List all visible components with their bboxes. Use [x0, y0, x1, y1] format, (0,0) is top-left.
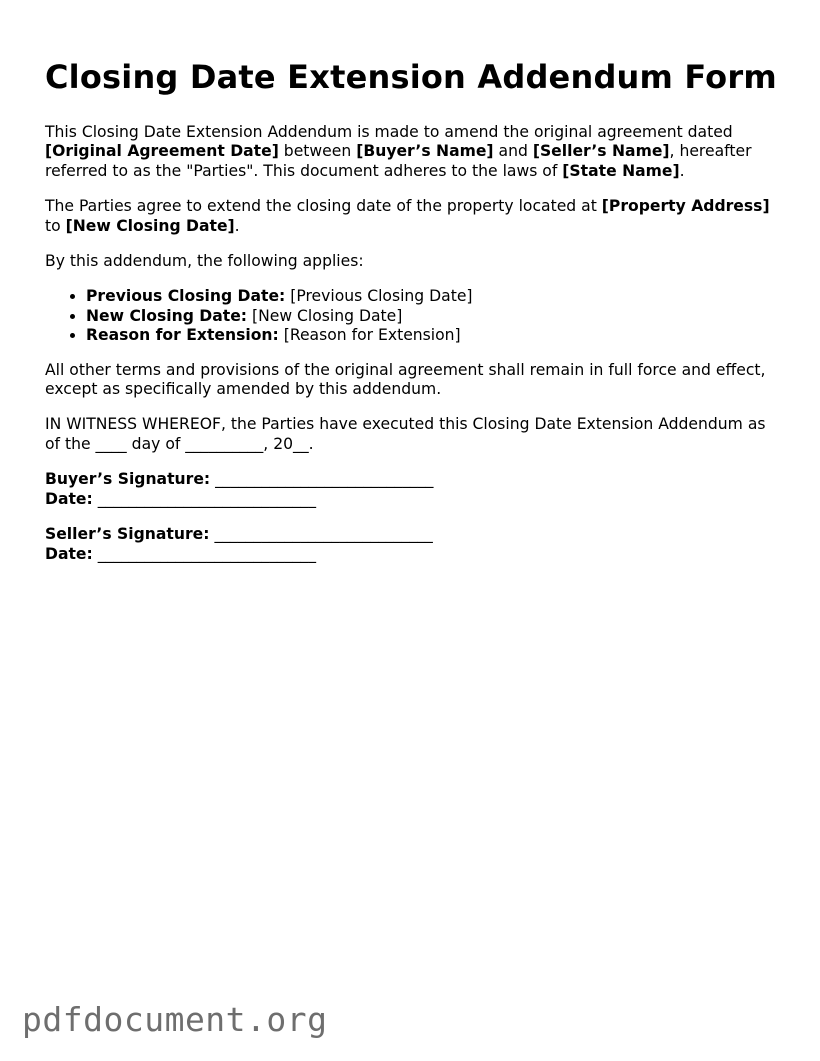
- seller-signature-field: ____________________________: [209, 525, 433, 544]
- state-name-placeholder: [State Name]: [562, 161, 680, 180]
- intro-text-1: This Closing Date Extension Addendum is made to amend the original agreement dated: [45, 123, 733, 141]
- buyer-name-placeholder: [Buyer’s Name]: [356, 142, 494, 161]
- intro-text-3: and: [493, 142, 533, 161]
- intro-text-2: between: [278, 142, 357, 161]
- list-item-reason-for-extension: [86, 326, 785, 345]
- buyer-signature-field: ____________________________: [210, 470, 434, 489]
- buyer-signature-label: Buyer’s Signature:: [45, 470, 211, 489]
- list-item-new-closing-date: [86, 307, 785, 326]
- seller-signature-line: [45, 525, 785, 544]
- seller-date-label: Date:: [45, 544, 93, 563]
- buyer-signature-block: [45, 470, 785, 509]
- extension-paragraph: [45, 197, 785, 236]
- document-page: [45, 58, 785, 580]
- page-title: Closing Date Extension Addendum Form: [45, 58, 777, 96]
- original-agreement-date-placeholder: [Original Agreement Date]: [45, 142, 279, 161]
- watermark: pdfdocument.org: [22, 1000, 328, 1039]
- property-address-placeholder: [Property Address]: [601, 197, 770, 216]
- intro-text-5: .: [679, 161, 685, 180]
- intro-text-4: , hereafter referred to as the "Parties". This document adheres to the laws of: [45, 142, 752, 180]
- applies-paragraph: By this addendum, the following applies:: [45, 252, 364, 271]
- list-item-value: [New Closing Date]: [247, 306, 403, 325]
- extension-text-1: The Parties agree to extend the closing date of the property located at: [45, 197, 602, 216]
- list-item-previous-closing-date: [86, 287, 785, 306]
- buyer-date-line: [45, 490, 785, 509]
- buyer-signature-line: [45, 470, 785, 489]
- terms-paragraph: All other terms and provisions of the original agreement shall remain in full force and effect, except as specifically amended by this addendum.: [45, 360, 766, 399]
- seller-name-placeholder: [Seller’s Name]: [532, 142, 670, 161]
- list-item-value: [Reason for Extension]: [278, 326, 461, 345]
- seller-date-line: [45, 545, 785, 564]
- seller-signature-label: Seller’s Signature:: [45, 525, 210, 544]
- list-item-label: Reason for Extension:: [86, 326, 279, 345]
- seller-date-field: ____________________________: [92, 544, 317, 563]
- extension-text-3: .: [234, 216, 240, 235]
- list-item-value: [Previous Closing Date]: [285, 287, 473, 306]
- extension-text-2: to: [45, 216, 66, 235]
- intro-paragraph: [45, 123, 785, 181]
- seller-signature-block: [45, 525, 785, 564]
- buyer-date-label: Date:: [45, 489, 93, 508]
- witness-paragraph: IN WITNESS WHEREOF, the Parties have executed this Closing Date Extension Addendum as of the ____ day of __________, 20__.: [45, 415, 766, 453]
- new-closing-date-placeholder: [New Closing Date]: [65, 216, 235, 235]
- terms-list: [45, 287, 785, 345]
- buyer-date-field: ____________________________: [92, 489, 317, 508]
- list-item-label: New Closing Date:: [86, 306, 248, 325]
- list-item-label: Previous Closing Date:: [86, 287, 286, 306]
